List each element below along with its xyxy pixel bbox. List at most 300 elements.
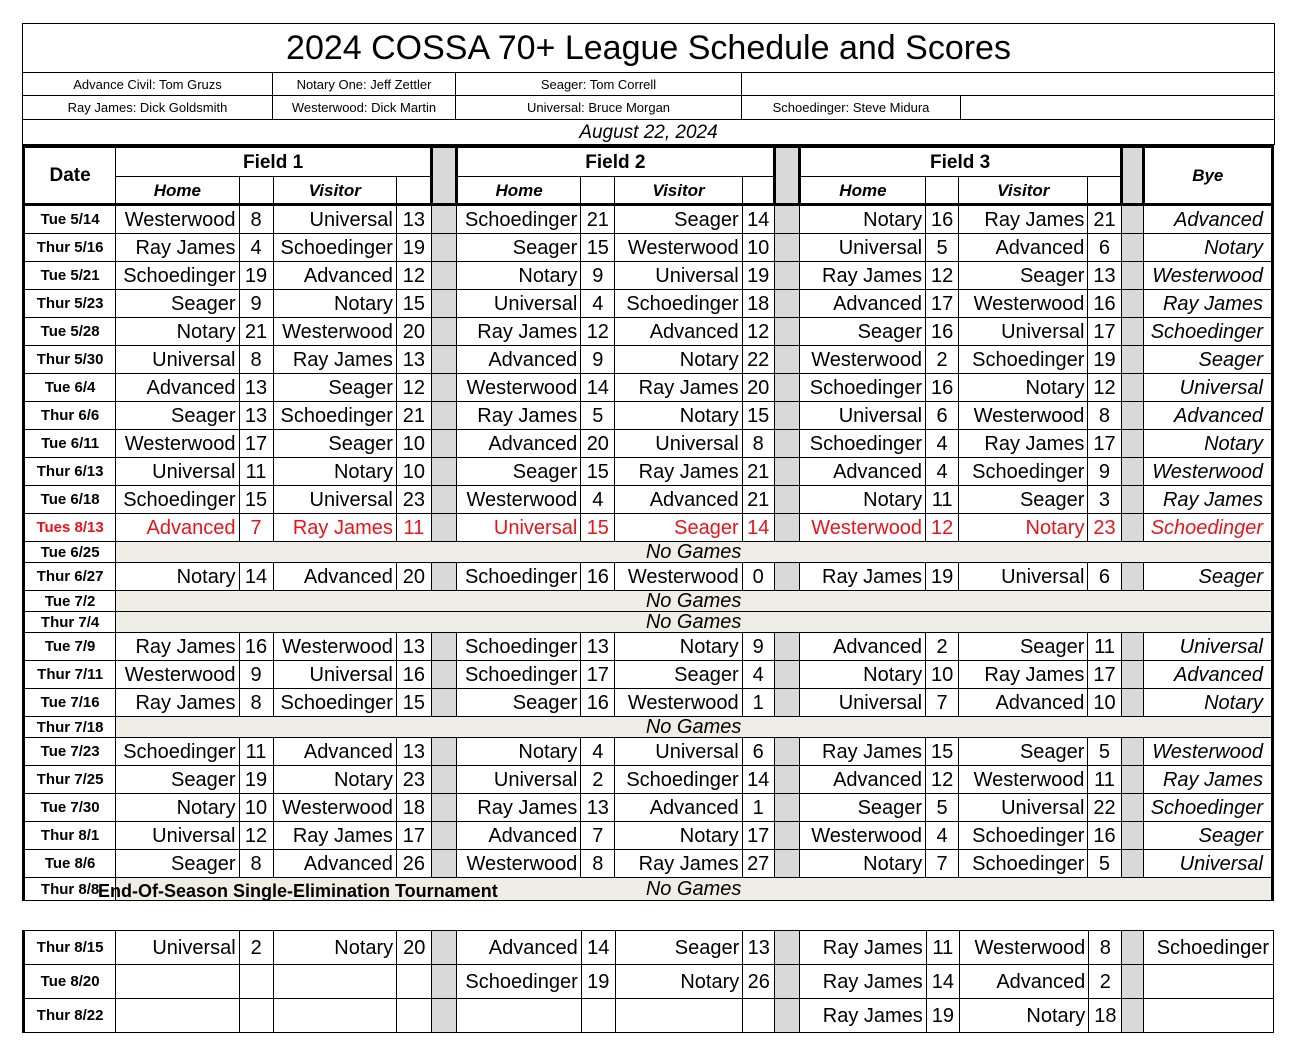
visitor-team: Westerwood	[615, 234, 742, 262]
home-score: 19	[239, 766, 273, 794]
no-games-label: No Games	[116, 878, 1273, 901]
home-team: Schoedinger	[116, 486, 239, 514]
home-team: Schoedinger	[799, 374, 925, 402]
separator	[774, 689, 799, 717]
separator	[1121, 346, 1143, 374]
visitor-team: Advanced	[615, 486, 742, 514]
visitor-score: 19	[396, 234, 431, 262]
home-score: 13	[581, 794, 615, 822]
separator	[1122, 965, 1144, 999]
bye-team: Notary	[1143, 689, 1272, 717]
home-score: 19	[926, 999, 959, 1033]
field2-header: Field 2	[456, 147, 774, 177]
date-header: Date	[24, 147, 116, 205]
home-score: 4	[926, 458, 959, 486]
home-score	[239, 999, 273, 1033]
game-row	[24, 822, 1273, 850]
home-score: 12	[926, 262, 959, 290]
home-score: 8	[239, 850, 273, 878]
home-team: Universal	[116, 822, 239, 850]
visitor-team: Westerwood	[959, 766, 1088, 794]
separator	[1121, 766, 1143, 794]
home-team: Seager	[116, 850, 239, 878]
visitor-team: Seager	[959, 633, 1088, 661]
bye-team: Notary	[1143, 234, 1272, 262]
bye-team: Notary	[1143, 430, 1272, 458]
home-team: Universal	[799, 689, 925, 717]
visitor-score	[397, 999, 432, 1033]
visitor-score: 6	[1088, 234, 1121, 262]
separator	[774, 794, 799, 822]
home-score: 4	[926, 430, 959, 458]
separator	[1121, 205, 1143, 234]
visitor-team: Westerwood	[273, 633, 396, 661]
separator	[431, 430, 456, 458]
visitor-score: 14	[742, 514, 774, 542]
separator	[431, 374, 456, 402]
visitor-team: Notary	[273, 766, 396, 794]
game-row	[24, 430, 1273, 458]
visitor-team: Universal	[959, 318, 1088, 346]
separator	[1121, 689, 1143, 717]
date-cell: Thur 8/22	[24, 999, 116, 1033]
home-team: Schoedinger	[456, 205, 580, 234]
visitor-score: 20	[397, 931, 432, 965]
visitor-score: 17	[1088, 430, 1121, 458]
bye-team: Universal	[1143, 850, 1272, 878]
home-team: Schoedinger	[799, 430, 925, 458]
separator	[774, 262, 799, 290]
separator	[431, 290, 456, 318]
visitor-team: Schoedinger	[273, 234, 396, 262]
visitor-score: 5	[1088, 850, 1121, 878]
visitor-score: 1	[742, 794, 774, 822]
visitor-score: 9	[1088, 458, 1121, 486]
separator	[774, 318, 799, 346]
home-score	[239, 965, 273, 999]
home-score: 2	[239, 931, 273, 965]
separator	[774, 563, 799, 591]
visitor-score: 1	[742, 689, 774, 717]
game-row	[24, 514, 1273, 542]
visitor-team: Westerwood	[959, 290, 1088, 318]
field1-header: Field 1	[116, 147, 432, 177]
visitor-score: 13	[396, 633, 431, 661]
home-team: Seager	[456, 458, 580, 486]
visitor-team: Ray James	[615, 458, 742, 486]
bye-team: Westerwood	[1143, 738, 1272, 766]
home-score: 11	[926, 486, 959, 514]
bye-team	[1144, 999, 1274, 1033]
home-team: Westerwood	[799, 346, 925, 374]
home-team: Ray James	[116, 234, 239, 262]
home-team: Notary	[456, 738, 580, 766]
separator	[774, 822, 799, 850]
visitor-score: 20	[396, 563, 431, 591]
score-header	[1088, 177, 1121, 205]
home-score: 8	[239, 346, 273, 374]
game-row	[24, 346, 1273, 374]
visitor-team: Schoedinger	[273, 402, 396, 430]
home-score: 12	[926, 766, 959, 794]
separator	[1121, 633, 1143, 661]
game-row	[24, 738, 1273, 766]
visitor-score: 20	[742, 374, 774, 402]
home-team: Advanced	[799, 766, 925, 794]
visitor-team: Westerwood	[959, 402, 1088, 430]
schedule-body	[24, 205, 1273, 901]
date-cell: Tue 5/14	[24, 205, 116, 234]
home-team: Ray James	[799, 563, 925, 591]
home-score: 19	[581, 965, 615, 999]
home-team: Schoedinger	[116, 262, 239, 290]
visitor-team	[615, 999, 742, 1033]
manager-info: Ray James: Dick Goldsmith	[23, 96, 273, 120]
visitor-team: Seager	[615, 205, 742, 234]
visitor-team: Notary	[273, 458, 396, 486]
date-cell: Thur 8/8	[24, 878, 116, 901]
visitor-score: 15	[742, 402, 774, 430]
visitor-score	[743, 999, 775, 1033]
separator	[431, 822, 456, 850]
home-team: Advanced	[456, 822, 580, 850]
separator	[431, 402, 456, 430]
date-cell: Tue 8/20	[24, 965, 116, 999]
separator	[1122, 931, 1144, 965]
visitor-team: Advanced	[273, 850, 396, 878]
home-score: 12	[581, 318, 615, 346]
home-score: 15	[926, 738, 959, 766]
date-cell: Thur 5/30	[24, 346, 116, 374]
tournament-body	[24, 931, 1274, 1033]
home-team: Universal	[456, 290, 580, 318]
no-games-label: No Games	[116, 591, 1273, 612]
visitor-team: Notary	[959, 999, 1088, 1033]
home-score: 13	[581, 633, 615, 661]
home-team: Ray James	[456, 318, 580, 346]
home-score: 14	[581, 931, 615, 965]
home-team: Universal	[456, 514, 580, 542]
visitor-score: 23	[396, 486, 431, 514]
date-cell: Tues 8/13	[24, 514, 116, 542]
separator	[1121, 262, 1143, 290]
date-cell: Tue 6/25	[24, 542, 116, 563]
date-cell: Thur 6/13	[24, 458, 116, 486]
visitor-team: Seager	[959, 486, 1088, 514]
visitor-score: 2	[1089, 965, 1122, 999]
separator	[774, 402, 799, 430]
separator	[775, 965, 800, 999]
home-score: 17	[581, 661, 615, 689]
score-header	[926, 177, 959, 205]
date-cell: Tue 6/11	[24, 430, 116, 458]
home-team: Westerwood	[116, 661, 239, 689]
separator	[774, 205, 799, 234]
home-team: Advanced	[799, 633, 925, 661]
visitor-score: 17	[742, 822, 774, 850]
date-cell: Thur 6/6	[24, 402, 116, 430]
separator	[1121, 402, 1143, 430]
visitor-score: 18	[742, 290, 774, 318]
visitor-score: 6	[742, 738, 774, 766]
home-team: Schoedinger	[456, 563, 580, 591]
home-score: 9	[581, 262, 615, 290]
visitor-score: 14	[742, 205, 774, 234]
date-cell: Thur 7/25	[24, 766, 116, 794]
visitor-score: 11	[1088, 766, 1121, 794]
visitor-team	[273, 999, 396, 1033]
bye-team: Schoedinger	[1143, 514, 1272, 542]
visitor-team: Universal	[273, 661, 396, 689]
schedule-sheet	[22, 23, 1274, 901]
visitor-team: Seager	[615, 661, 742, 689]
home-score: 4	[926, 822, 959, 850]
bye-team: Westerwood	[1143, 458, 1272, 486]
separator	[774, 147, 799, 205]
home-score: 17	[926, 290, 959, 318]
tournament-row	[24, 931, 1274, 965]
visitor-header: Visitor	[959, 177, 1088, 205]
visitor-score: 6	[1088, 563, 1121, 591]
home-score: 5	[926, 794, 959, 822]
visitor-team: Seager	[615, 514, 742, 542]
visitor-team: Ray James	[959, 205, 1088, 234]
manager-info: Schoedinger: Steve Midura	[742, 96, 961, 120]
home-score: 15	[581, 234, 615, 262]
separator	[774, 850, 799, 878]
separator	[774, 234, 799, 262]
visitor-score: 15	[396, 290, 431, 318]
separator	[774, 766, 799, 794]
visitor-score: 23	[396, 766, 431, 794]
home-score: 5	[581, 402, 615, 430]
home-team: Ray James	[456, 794, 580, 822]
visitor-team: Advanced	[959, 689, 1088, 717]
game-row	[24, 794, 1273, 822]
separator	[431, 661, 456, 689]
home-team: Seager	[116, 402, 239, 430]
visitor-score: 10	[396, 430, 431, 458]
home-team: Universal	[456, 766, 580, 794]
as-of-date: August 22, 2024	[23, 120, 1275, 145]
separator	[774, 290, 799, 318]
home-team: Schoedinger	[456, 661, 580, 689]
visitor-team: Seager	[273, 374, 396, 402]
game-row	[24, 661, 1273, 689]
home-team: Advanced	[116, 514, 239, 542]
visitor-team: Notary	[615, 822, 742, 850]
home-team: Universal	[799, 234, 925, 262]
bye-team: Schoedinger	[1143, 318, 1272, 346]
visitor-team: Ray James	[959, 430, 1088, 458]
game-row	[24, 486, 1273, 514]
visitor-score: 26	[743, 965, 775, 999]
home-team: Westerwood	[116, 205, 239, 234]
visitor-team: Schoedinger	[959, 850, 1088, 878]
score-header	[396, 177, 431, 205]
no-games-row	[24, 591, 1273, 612]
manager-info	[742, 73, 1275, 96]
home-score: 7	[926, 850, 959, 878]
home-team: Seager	[116, 766, 239, 794]
visitor-team: Westerwood	[615, 689, 742, 717]
bye-team: Ray James	[1143, 290, 1272, 318]
home-team: Westerwood	[456, 374, 580, 402]
tournament-table	[22, 930, 1274, 1033]
visitor-team: Universal	[615, 262, 742, 290]
home-team: Advanced	[456, 346, 580, 374]
home-team: Ray James	[116, 633, 239, 661]
visitor-score: 13	[396, 205, 431, 234]
visitor-team: Seager	[615, 931, 742, 965]
visitor-score: 17	[396, 822, 431, 850]
visitor-score: 14	[742, 766, 774, 794]
separator	[1121, 374, 1143, 402]
home-score: 7	[926, 689, 959, 717]
visitor-team: Advanced	[273, 262, 396, 290]
separator	[431, 738, 456, 766]
home-team: Advanced	[456, 430, 580, 458]
visitor-score: 10	[1088, 689, 1121, 717]
separator	[1121, 822, 1143, 850]
home-score: 15	[239, 486, 273, 514]
home-team: Advanced	[799, 458, 925, 486]
tournament-title: End-Of-Season Single-Elimination Tournament	[98, 881, 498, 901]
home-score: 6	[926, 402, 959, 430]
no-games-row	[24, 717, 1273, 738]
home-team: Seager	[456, 689, 580, 717]
home-score: 21	[581, 205, 615, 234]
visitor-score: 23	[1088, 514, 1121, 542]
home-team	[457, 999, 581, 1033]
home-team	[116, 999, 239, 1033]
manager-info: Advance Civil: Tom Gruzs	[23, 73, 273, 96]
visitor-team: Notary	[959, 514, 1088, 542]
separator	[1121, 661, 1143, 689]
visitor-score: 13	[396, 346, 431, 374]
separator	[1121, 318, 1143, 346]
visitor-team: Notary	[959, 374, 1088, 402]
separator	[774, 430, 799, 458]
no-games-row	[24, 612, 1273, 633]
date-cell: Thur 8/1	[24, 822, 116, 850]
home-score: 8	[581, 850, 615, 878]
visitor-team: Seager	[959, 262, 1088, 290]
game-row	[24, 563, 1273, 591]
visitor-team: Advanced	[959, 234, 1088, 262]
visitor-team: Universal	[273, 486, 396, 514]
visitor-team: Schoedinger	[959, 346, 1088, 374]
home-score: 13	[239, 374, 273, 402]
bye-team: Advanced	[1143, 661, 1272, 689]
visitor-score: 11	[1088, 633, 1121, 661]
home-team: Notary	[799, 850, 925, 878]
date-cell: Tue 6/4	[24, 374, 116, 402]
manager-info: Westerwood: Dick Martin	[273, 96, 456, 120]
visitor-score: 18	[1089, 999, 1122, 1033]
date-cell: Thur 7/4	[24, 612, 116, 633]
date-cell: Tue 8/6	[24, 850, 116, 878]
visitor-score: 21	[396, 402, 431, 430]
visitor-score: 17	[1088, 661, 1121, 689]
home-score: 19	[926, 563, 959, 591]
visitor-score: 8	[1088, 402, 1121, 430]
game-row	[24, 633, 1273, 661]
visitor-score: 12	[396, 374, 431, 402]
separator	[774, 374, 799, 402]
home-score: 12	[926, 514, 959, 542]
visitor-team: Advanced	[273, 563, 396, 591]
home-team	[116, 965, 239, 999]
date-cell: Tue 5/28	[24, 318, 116, 346]
separator	[431, 563, 456, 591]
game-row	[24, 689, 1273, 717]
home-score: 14	[926, 965, 959, 999]
visitor-header: Visitor	[273, 177, 396, 205]
visitor-team: Notary	[615, 402, 742, 430]
home-score: 16	[926, 374, 959, 402]
no-games-row	[24, 542, 1273, 563]
home-team: Universal	[116, 346, 239, 374]
home-team: Seager	[799, 794, 925, 822]
score-header	[581, 177, 615, 205]
date-cell: Tue 7/16	[24, 689, 116, 717]
visitor-team: Schoedinger	[615, 766, 742, 794]
game-row	[24, 290, 1273, 318]
home-score: 14	[581, 374, 615, 402]
home-team: Notary	[116, 563, 239, 591]
bye-team: Advanced	[1143, 205, 1272, 234]
home-score: 5	[926, 234, 959, 262]
home-score: 7	[239, 514, 273, 542]
score-header	[742, 177, 774, 205]
home-score: 16	[926, 318, 959, 346]
home-team: Notary	[116, 794, 239, 822]
visitor-team: Notary	[273, 931, 396, 965]
visitor-score: 20	[396, 318, 431, 346]
date-cell: Thur 8/15	[24, 931, 116, 965]
date-cell: Tue 7/9	[24, 633, 116, 661]
home-score: 4	[239, 234, 273, 262]
visitor-team: Universal	[959, 794, 1088, 822]
separator	[774, 458, 799, 486]
separator	[1121, 234, 1143, 262]
separator	[1121, 850, 1143, 878]
visitor-score: 8	[742, 430, 774, 458]
home-team: Notary	[799, 486, 925, 514]
home-score: 11	[239, 738, 273, 766]
visitor-score: 0	[742, 563, 774, 591]
home-team: Westerwood	[799, 514, 925, 542]
home-team: Notary	[116, 318, 239, 346]
visitor-score: 10	[742, 234, 774, 262]
visitor-score: 21	[742, 458, 774, 486]
home-header: Home	[456, 177, 580, 205]
visitor-score: 13	[396, 738, 431, 766]
bye-team: Ray James	[1143, 766, 1272, 794]
home-team: Westerwood	[799, 822, 925, 850]
visitor-team: Advanced	[615, 318, 742, 346]
home-team: Ray James	[800, 965, 926, 999]
home-team: Advanced	[799, 290, 925, 318]
separator	[431, 346, 456, 374]
bye-team: Seager	[1143, 563, 1272, 591]
separator	[1121, 430, 1143, 458]
visitor-score: 26	[396, 850, 431, 878]
visitor-team: Westerwood	[959, 931, 1088, 965]
home-team: Schoedinger	[116, 738, 239, 766]
visitor-score: 15	[396, 689, 431, 717]
